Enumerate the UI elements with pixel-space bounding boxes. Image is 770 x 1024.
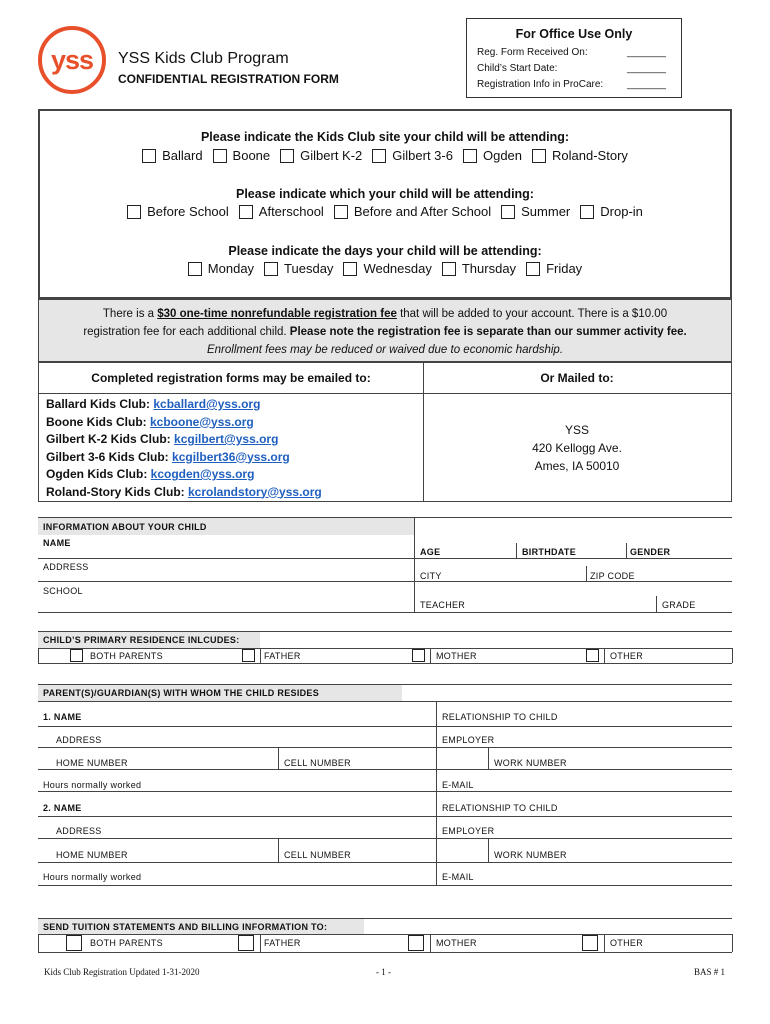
guardian2-hours-label: Hours normally worked [43,872,142,882]
guardian2-name-label: 2. NAME [43,803,82,813]
child-address-label: ADDRESS [43,562,89,572]
attending-option[interactable] [501,204,570,219]
checkbox[interactable] [188,262,202,276]
option-label: Tuesday [284,261,334,276]
email-link[interactable]: kcrolandstory@yss.org [188,484,322,499]
child-school-label: SCHOOL [43,586,83,596]
divider [39,393,731,394]
billing-other-checkbox[interactable] [582,935,598,951]
child-city-label: CITY [420,571,442,581]
rule [38,747,732,748]
rule [38,726,732,727]
option-label: Boone [232,148,271,163]
guardian1-name-label: 1. NAME [43,712,82,722]
email-header: Completed registration forms may be emailed to: [91,371,371,385]
residence-mother-checkbox[interactable] [412,649,425,662]
rule [38,517,732,518]
footer-left: Kids Club Registration Updated 1-31-2020 [44,967,200,977]
list-item [46,431,322,449]
email-link[interactable]: kcboone@yss.org [150,414,254,429]
guardian2-email-label: E-MAIL [442,872,474,882]
office-row-blank[interactable]: _______ [627,47,666,58]
residence-option: FATHER [264,651,301,661]
rule [604,648,605,663]
checkbox[interactable] [501,205,515,219]
residence-option: BOTH PARENTS [90,651,163,661]
yss-logo [38,26,106,94]
rule [436,701,437,791]
checkbox[interactable] [127,205,141,219]
checkbox[interactable] [264,262,278,276]
option-label: Before School [147,204,229,219]
child-zip-label: ZIP CODE [590,571,635,581]
guardian1-home-label: HOME NUMBER [56,758,128,768]
option-label: Drop-in [600,204,643,219]
guardian1-work-label: WORK NUMBER [494,758,567,768]
rule [38,769,732,770]
days-options [40,261,730,276]
guardian2-relationship-label: RELATIONSHIP TO CHILD [442,803,558,813]
checkbox[interactable] [334,205,348,219]
residence-section-title: CHILD’S PRIMARY RESIDENCE INLCUDES: [43,635,240,645]
attending-option[interactable] [127,204,229,219]
rule [38,934,39,952]
office-row-label: Registration Info in ProCare: [477,79,604,90]
logo-text: yss [50,44,94,75]
checkbox[interactable] [372,149,386,163]
child-teacher-label: TEACHER [420,600,466,610]
guardian1-cell-label: CELL NUMBER [284,758,351,768]
rule [38,558,732,559]
fee-note: Please note the registration fee is separate than our summer activity fee. [289,326,687,338]
day-option[interactable] [264,261,333,276]
rule [38,648,39,663]
rule [414,517,415,612]
billing-father-checkbox[interactable] [238,935,254,951]
guardian1-hours-label: Hours normally worked [43,780,142,790]
club-name: Roland-Story Kids Club: [46,484,188,499]
rule [38,918,732,919]
rule [38,791,732,792]
attending-options [40,204,730,219]
program-title: YSS Kids Club Program [118,50,289,67]
guardians-section-title: PARENT(S)/GUARDIAN(S) WITH WHOM THE CHILD RESIDES [43,688,320,698]
office-title: For Office Use Only [515,27,633,41]
rule [38,952,732,953]
option-label: Monday [207,261,255,276]
rule [38,934,732,935]
option-label: Summer [521,204,571,219]
office-row-blank[interactable]: _______ [627,79,666,90]
email-link[interactable]: kcballard@yss.org [153,397,261,411]
fee-emphasis: $30 one-time nonrefundable registration fee [157,308,397,320]
fee-text: registration fee for each additional child. [83,326,290,338]
residence-option: OTHER [610,651,643,661]
email-link[interactable]: kcogden@yss.org [150,467,255,481]
list-item [46,414,322,432]
page-number: - 1 - [376,967,391,977]
guardian1-email-label: E-MAIL [442,780,474,790]
guardian2-employer-label: EMPLOYER [442,826,495,836]
fee-text: that will be added to your account. There is a $10.00 [396,308,668,320]
rule [656,596,657,612]
attending-question: Please indicate which your child will be attending: [236,187,534,201]
day-option[interactable] [343,261,431,276]
form-title: CONFIDENTIAL REGISTRATION FORM [118,72,339,86]
guardian1-address-label: ADDRESS [56,735,102,745]
rule [38,581,732,582]
rule [732,648,733,663]
office-use-box [466,18,682,98]
site-option[interactable] [463,148,522,163]
office-row-label: Child’s Start Date: [477,63,558,74]
contact-box [38,362,732,502]
site-question: Please indicate the Kids Club site your child will be attending: [200,130,570,144]
guardian1-relationship-label: RELATIONSHIP TO CHILD [442,712,558,722]
rule [38,663,732,664]
billing-both-checkbox[interactable] [66,935,82,951]
child-section-title: INFORMATION ABOUT YOUR CHILD [43,522,207,532]
site-option[interactable] [280,148,362,163]
rule [586,566,587,581]
checkbox[interactable] [343,262,357,276]
residence-father-checkbox[interactable] [242,649,255,662]
rule [488,838,489,862]
office-row-label: Reg. Form Received On: [477,47,588,58]
billing-option: OTHER [610,938,643,948]
day-option[interactable] [526,261,582,276]
rule [278,747,279,769]
checkbox[interactable] [239,205,253,219]
club-name: Ogden Kids Club: [46,467,151,481]
child-gender-label: GENDER [630,547,671,557]
rule [38,648,732,649]
rule [38,684,732,685]
attending-option[interactable] [580,204,643,219]
address-line: YSS [564,423,589,437]
site-option[interactable] [213,148,271,163]
option-label: Ogden [482,148,523,163]
child-name-label: NAME [43,538,71,548]
site-option[interactable] [372,148,453,163]
residence-option: MOTHER [436,651,477,661]
rule [260,648,261,663]
checkbox[interactable] [280,149,294,163]
rule [488,747,489,769]
address-line: Ames, IA 50010 [534,459,620,473]
guardian2-work-label: WORK NUMBER [494,850,567,860]
checkbox[interactable] [532,149,546,163]
attending-option[interactable] [334,204,491,219]
guardian1-employer-label: EMPLOYER [442,735,495,745]
address-line: 420 Kellogg Ave. [532,441,622,455]
billing-option: MOTHER [436,938,477,948]
club-name: Ballard Kids Club: [46,397,154,411]
day-option[interactable] [188,261,254,276]
club-email-list [46,396,322,501]
rule [38,816,732,817]
list-item [46,466,322,484]
billing-option: BOTH PARENTS [90,938,163,948]
rule [38,701,732,702]
option-label: Afterschool [258,204,324,219]
child-age-label: AGE [420,547,441,557]
guardian2-home-label: HOME NUMBER [56,850,128,860]
list-item [46,449,322,467]
residence-both-checkbox[interactable] [70,649,83,662]
rule [38,838,732,839]
list-item [46,484,322,502]
option-label: Friday [546,261,583,276]
option-label: Gilbert K-2 [300,148,363,163]
rule [430,648,431,663]
fee-hardship: Enrollment fees may be reduced or waived due to economic hardship. [206,344,564,356]
billing-section-title: SEND TUITION STATEMENTS AND BILLING INFORMATION TO: [43,922,328,932]
selection-box [38,109,732,299]
rule [626,543,627,558]
option-label: Before and After School [353,204,492,219]
rule [260,934,261,952]
option-label: Roland-Story [552,148,628,163]
email-link[interactable]: kcgilbert@yss.org [174,432,279,446]
rule [38,862,732,863]
checkbox[interactable] [213,149,227,163]
option-label: Wednesday [363,261,432,276]
site-options [40,148,730,163]
rule [732,934,733,952]
option-label: Thursday [461,261,517,276]
option-label: Ballard [162,148,203,163]
rule [38,612,732,613]
option-label: Gilbert 3-6 [392,148,453,163]
club-name: Gilbert K-2 Kids Club: [46,432,175,446]
rule [38,885,732,886]
footer-right: BAS # 1 [694,967,726,977]
site-option[interactable] [142,148,202,163]
site-option[interactable] [532,148,628,163]
rule [430,934,431,952]
child-grade-label: GRADE [662,600,696,610]
guardian2-address-label: ADDRESS [56,826,102,836]
fee-notice [38,299,732,362]
checkbox[interactable] [463,149,477,163]
office-row-blank[interactable]: _______ [627,63,666,74]
billing-mother-checkbox[interactable] [408,935,424,951]
checkbox[interactable] [442,262,456,276]
rule [278,838,279,862]
club-name: Boone Kids Club: [46,414,150,429]
attending-option[interactable] [239,204,324,219]
days-question: Please indicate the days your child will be attending: [228,244,542,258]
guardian2-cell-label: CELL NUMBER [284,850,351,860]
rule [38,631,732,632]
child-birthdate-label: BIRTHDATE [522,547,577,557]
mail-header: Or Mailed to: [540,371,614,385]
fee-text: There is a [102,308,158,320]
residence-other-checkbox[interactable] [586,649,599,662]
rule [604,934,605,952]
club-name: Gilbert 3-6 Kids Club: [46,449,173,464]
rule [516,543,517,558]
mailing-address [423,421,731,475]
email-link[interactable]: kcgilbert36@yss.org [172,449,290,464]
checkbox[interactable] [526,262,540,276]
billing-option: FATHER [264,938,301,948]
checkbox[interactable] [142,149,156,163]
list-item [46,396,322,414]
checkbox[interactable] [580,205,594,219]
day-option[interactable] [442,261,516,276]
